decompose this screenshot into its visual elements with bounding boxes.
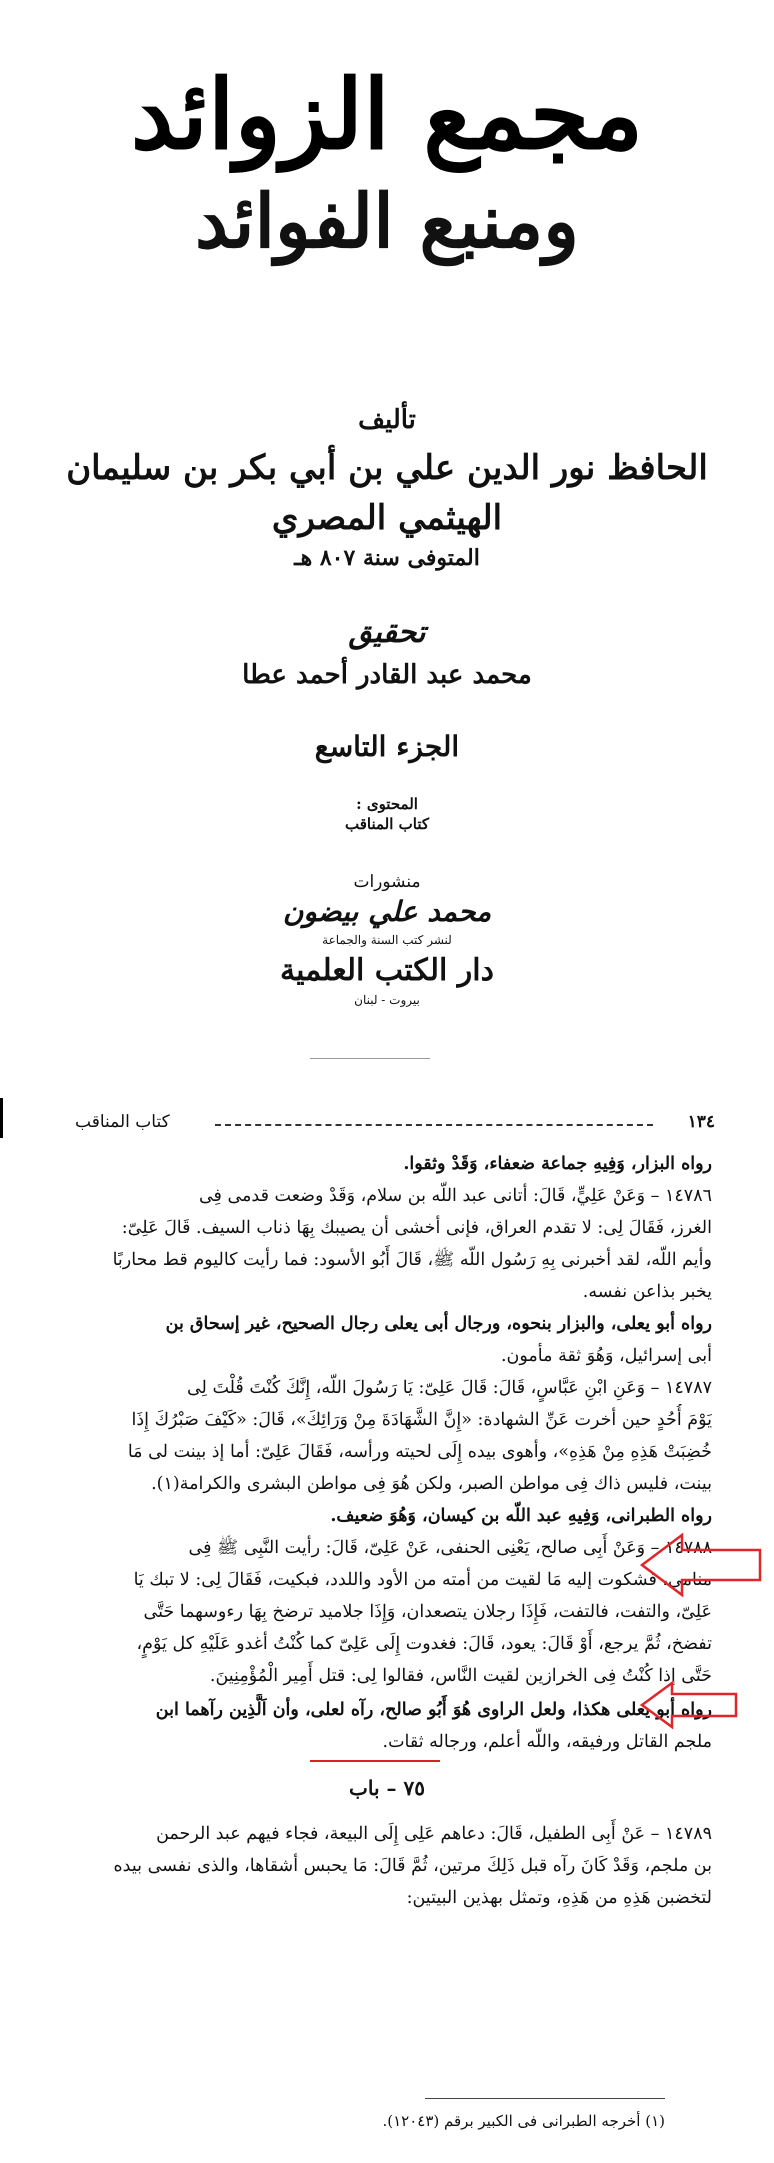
contents-label: المحتوى :	[356, 795, 418, 813]
contents-item: كتاب المناقب	[345, 815, 429, 833]
chapter-heading: ٧٥ – باب	[349, 1776, 425, 1800]
page-number: ١٣٤	[687, 1112, 715, 1132]
text-line: يخبر بذاعن نفسه.	[582, 1282, 712, 1302]
publisher-name: محمد علي بيضون	[282, 895, 492, 928]
page-separator	[310, 1058, 430, 1059]
volume-label: الجزء التاسع	[314, 730, 460, 763]
paragraph-7	[72, 1694, 712, 1758]
text-line: رواه الطبرانى، وَفِيهِ عبد اللّه بن كيسان، وَهُوَ ضعيف.	[330, 1506, 712, 1526]
text-line: منامى، فشكوت إليه مَا لقيت من أمته من الأود واللدد، فبكيت، فَقَالَ لِى: لا تبك يَا	[133, 1570, 712, 1590]
hadith-14788	[72, 1532, 712, 1692]
text-line: رواه أبو يعلى، والبزار بنحوه، ورجال أبى يعلى رجال الصحيح، غير إسحاق بن	[165, 1314, 712, 1334]
text-line: وأيم اللّه، لقد أخبرنى بِهِ رَسُول اللّه ﷺ، قَالَ أَبُو الأسود: فما رأيت كاليوم قط محاربًا	[112, 1250, 712, 1270]
paragraph-5	[72, 1500, 712, 1532]
margin-mark	[0, 1098, 3, 1138]
arrow-left-icon	[640, 1680, 740, 1730]
text-line: رواه أبو يعلى هكذا، ولعل الراوى هُوَ أَبُو صالح، رآه لعلى، وأن اَلَّذِين رآهما ابن	[155, 1700, 712, 1720]
hadith-14786	[72, 1180, 712, 1308]
text-line: أبى إسرائيل، وَهُوَ ثقة مأمون.	[500, 1346, 712, 1366]
paragraph-1	[72, 1148, 712, 1180]
publisher-subtitle: لنشر كتب السنة والجماعة	[322, 933, 452, 947]
text-line: ملجم القاتل ورفيقه، واللّه أعلم، ورجاله ثقات.	[382, 1732, 712, 1752]
footnote-separator	[425, 2098, 665, 2099]
text-line: بينت، فليس ذاك فِى مواطن الصبر، ولكن هُوَ فِى مواطن البشرى والكرامة(١).	[151, 1474, 712, 1494]
taalif-label: تأليف	[358, 405, 416, 435]
main-title: مجمع الزوائد	[130, 58, 644, 171]
text-line: ١٤٧٨٧ – وَعَنِ ابْنِ عَبَّاسٍ، قَالَ: قَالَ عَلِىّ: يَا رَسُولَ اللّه، إِنَّكَ كُنْتَ قُلْتَ لِى	[186, 1378, 712, 1398]
footnote: (١) أخرجه الطبرانى فى الكبير برقم (١٢٠٤٣).	[382, 2112, 665, 2130]
tahqiq-label: تحقيق	[348, 615, 426, 650]
text-line: ١٤٧٨٨ – وَعَنْ أَبِى صالح، يَعْنِى الحنفى، عَنْ عَلِىّ، قَالَ: رأيت النَّبِى ﷺ فِى	[188, 1538, 712, 1558]
sub-title: ومنبع الفوائد	[195, 179, 579, 265]
running-head-rule	[215, 1124, 653, 1126]
paragraph-3	[72, 1308, 712, 1372]
running-head-book: كتاب المناقب	[75, 1112, 170, 1132]
publisher-house: دار الكتب العلمية	[280, 953, 494, 988]
hadith-14787	[72, 1372, 712, 1500]
text-line: ١٤٧٨٦ – وَعَنْ عَلِيٍّ، قَالَ: أتانى عبد اللّه بن سلام، وَقَدْ وضعت قدمى فِى	[198, 1186, 712, 1206]
running-head	[75, 1112, 715, 1136]
arrow-left-icon	[640, 1530, 765, 1600]
text-line: يَوْمَ أُحُدٍ حين أخرت عَنِّ الشهادة: «إِنَّ الشَّهَادَةَ مِنْ وَرَائِكَ»، قَالَ: «كَيْفَ صَبْرُكَ إِذَا	[131, 1410, 712, 1430]
publisher-label: منشورات	[353, 872, 421, 892]
text-line: ١٤٧٨٩ – عَنْ أَبِى الطفيل، قَالَ: دعاهم عَلِى إِلَى البيعة، فجاء فيهم عبد الرحمن	[156, 1824, 712, 1844]
death-note: المتوفى سنة ٨٠٧ هـ	[294, 545, 480, 571]
text-line: الغرز، فَقَالَ لِى: لا تقدم العراق، فإنى أخشى أن يصيبك بِهَا ذناب السيف. قَالَ عَلِىّ:	[121, 1218, 712, 1238]
text-line: عَلِىّ، والتفت، فالتفت، فَإِذَا رجلان يتصعدان، وَإِذَا جلاميد ترضخ بِهَا رءوسهما حَتَّى	[143, 1602, 712, 1622]
publisher-logo	[280, 895, 494, 1015]
annotation-underline	[310, 1760, 440, 1762]
text-line: تفضخ، ثُمَّ يرجع، أَوْ قَالَ: يعود، قَالَ: فغدوت إِلَى عَلِىّ كما كُنْتُ أغدو عَلَيْهِ كل يَوْمٍ،	[136, 1634, 712, 1654]
editor-name: محمد عبد القادر أحمد عطا	[242, 660, 532, 690]
author-line-1: الحافظ نور الدين علي بن أبي بكر بن سليمان	[66, 448, 708, 488]
text-line: رواه البزار، وَفِيهِ جماعة ضعفاء، وَقَدْ وثقوا.	[403, 1154, 712, 1174]
author-line-2: الهيثمي المصري	[271, 498, 503, 538]
text-line: حَتَّى إذا كُنْتُ فِى الخرازين لقيت النَّاس، فقالوا لِى: قتل أَمِير الْمُؤْمِنِينَ.	[209, 1666, 712, 1686]
title-block	[0, 60, 774, 268]
text-line: بن ملجم، وَقَدْ كَانَ رآه قبل ذَلِكَ مرتين، ثُمَّ قَالَ: مَا يحبس أشقاها، والذى نفسى بيده	[113, 1856, 712, 1876]
hadith-14789	[72, 1818, 712, 1914]
publisher-city: بيروت - لبنان	[354, 993, 420, 1007]
text-line: خُضِبَتْ هَذِهِ مِنْ هَذِهِ»، وأهوى بيده إِلَى لحيته ورأسه، فَقَالَ عَلِىّ: أما إذ بينت لى مَا	[127, 1442, 712, 1462]
text-line: لتخضبن هَذِهِ من هَذِهِ، وتمثل بهذين البيتين:	[406, 1888, 712, 1908]
